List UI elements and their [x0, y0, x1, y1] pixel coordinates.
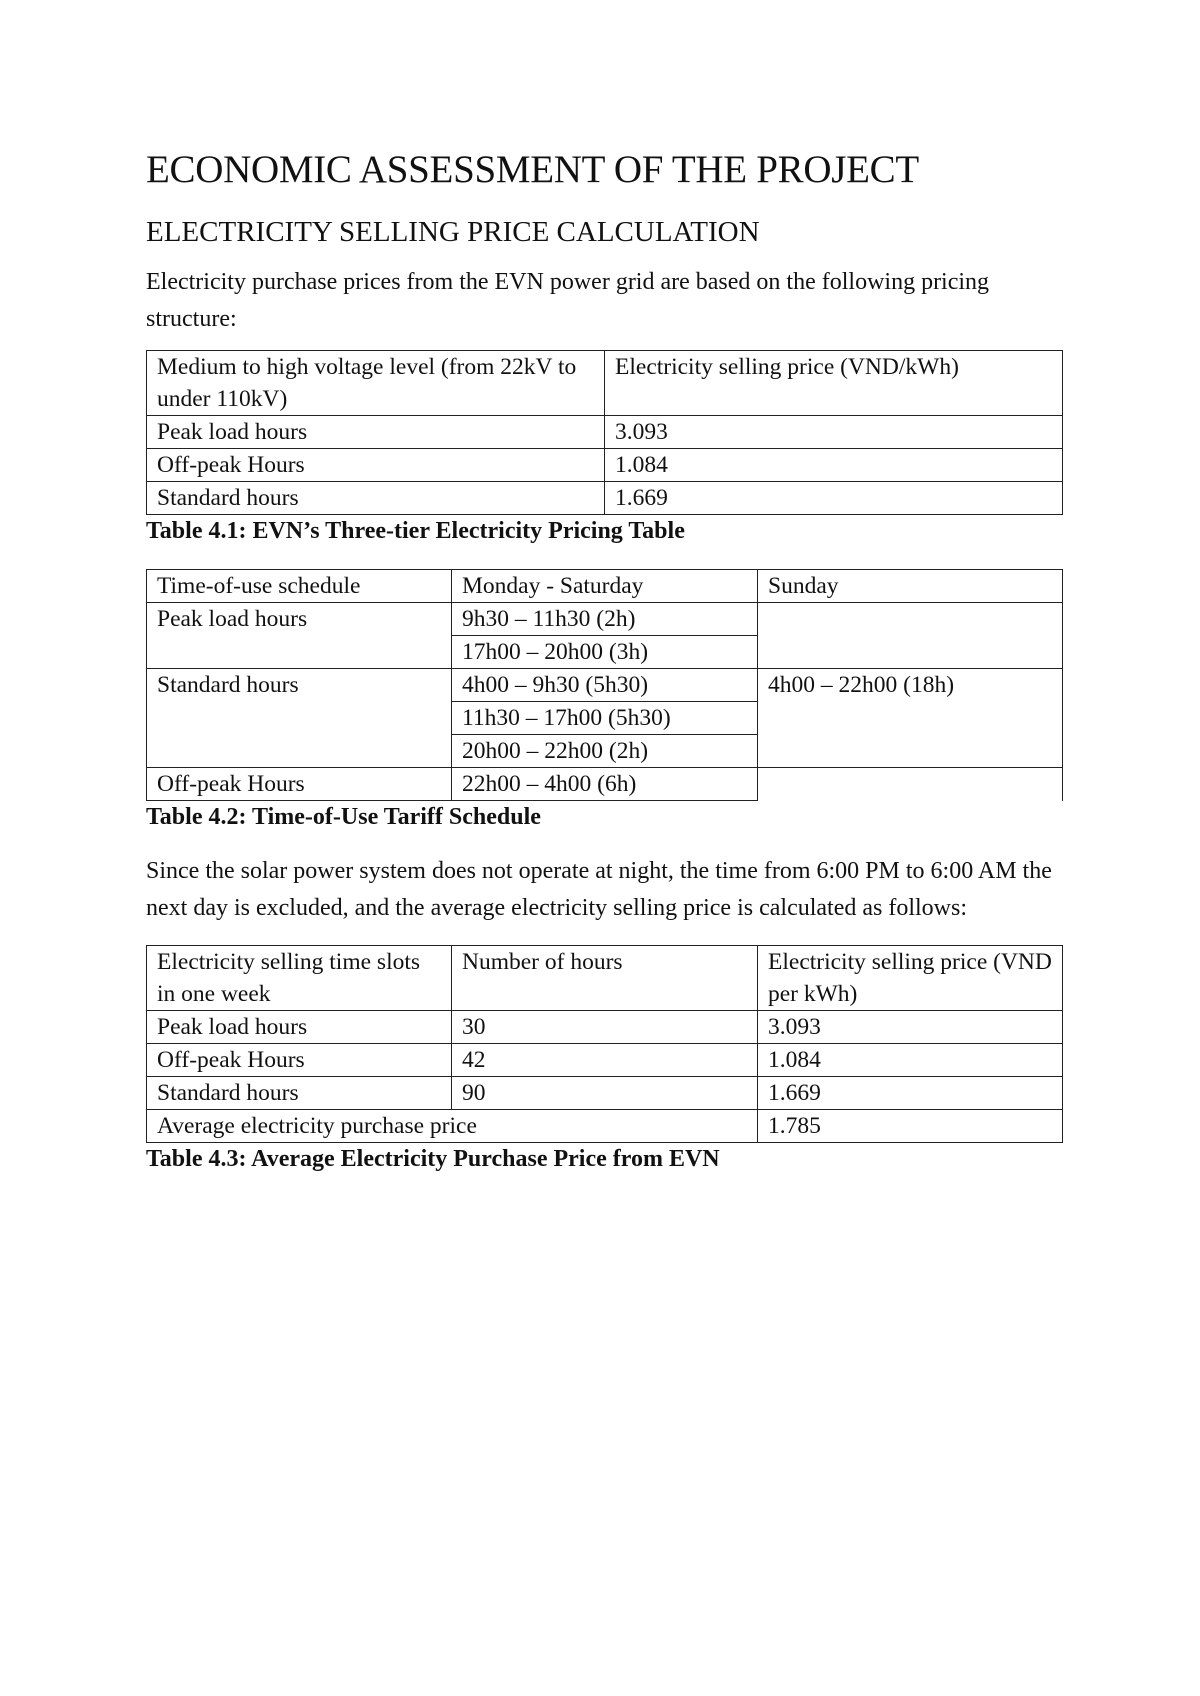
table-caption: Table 4.2: Time-of-Use Tariff Schedule: [146, 804, 541, 830]
table-header-cell: Electricity selling price (VND/kWh): [605, 351, 1063, 416]
table-cell: 30: [452, 1011, 758, 1044]
table-cell: Standard hours: [147, 482, 605, 515]
table-header-cell: Medium to high voltage level (from 22kV to under 110kV): [147, 351, 605, 416]
document-page: [146, 140, 1062, 1175]
table-header-cell: Electricity selling time slots in one week: [147, 946, 452, 1011]
table-row: [147, 449, 1063, 482]
table-cell-empty: [758, 768, 1063, 801]
table-cell: 90: [452, 1077, 758, 1110]
page-title: ECONOMIC ASSESSMENT OF THE PROJECT: [146, 148, 919, 191]
table-cell: 1.084: [605, 449, 1063, 482]
table-row: [147, 1077, 1063, 1110]
table-cell: 11h30 – 17h00 (5h30): [452, 702, 758, 735]
table-cell: Standard hours: [147, 1077, 452, 1110]
pricing-table: [146, 350, 1063, 515]
table-caption: Table 4.1: EVN’s Three-tier Electricity Pricing Table: [146, 518, 685, 544]
table-cell: Peak load hours: [147, 603, 452, 669]
table-header-row: [147, 946, 1063, 1011]
table-cell: 1.084: [758, 1044, 1063, 1077]
table-cell: 4h00 – 22h00 (18h): [758, 669, 1063, 768]
table-header-cell: Sunday: [758, 570, 1063, 603]
table-header-cell: Time-of-use schedule: [147, 570, 452, 603]
table-cell-empty: [758, 603, 1063, 669]
body-paragraph: Since the solar power system does not operate at night, the time from 6:00 PM to 6:00 AM the next day is excluded, and the average electricity selling price is calculated as follows:: [146, 858, 1052, 921]
table-cell: 1.785: [758, 1110, 1063, 1143]
table-cell: 42: [452, 1044, 758, 1077]
table-cell: 1.669: [758, 1077, 1063, 1110]
table-caption: Table 4.3: Average Electricity Purchase Price from EVN: [146, 1146, 720, 1172]
table-cell: 1.669: [605, 482, 1063, 515]
table-row: [147, 1110, 1063, 1143]
table-row: [147, 1011, 1063, 1044]
table-cell: 20h00 – 22h00 (2h): [452, 735, 758, 768]
table-row: [147, 669, 1063, 702]
intro-paragraph: Electricity purchase prices from the EVN power grid are based on the following pricing structure:: [146, 269, 990, 332]
table-header-cell: Number of hours: [452, 946, 758, 1011]
tariff-schedule-table: [146, 569, 1063, 801]
table-cell: Off-peak Hours: [147, 1044, 452, 1077]
table-cell: 3.093: [758, 1011, 1063, 1044]
table-header-cell: Monday - Saturday: [452, 570, 758, 603]
table-header-row: [147, 570, 1063, 603]
table-cell: 17h00 – 20h00 (3h): [452, 636, 758, 669]
average-price-table: [146, 945, 1063, 1143]
table-cell: 22h00 – 4h00 (6h): [452, 768, 758, 801]
section-heading: ELECTRICITY SELLING PRICE CALCULATION: [146, 216, 760, 248]
table-cell: Standard hours: [147, 669, 452, 768]
table-row: [147, 1044, 1063, 1077]
table-cell: 3.093: [605, 416, 1063, 449]
table-header-cell: Electricity selling price (VND per kWh): [758, 946, 1063, 1011]
table-cell: 4h00 – 9h30 (5h30): [452, 669, 758, 702]
table-cell: 9h30 – 11h30 (2h): [452, 603, 758, 636]
table-row: [147, 768, 1063, 801]
table-row: [147, 416, 1063, 449]
table-header-row: [147, 351, 1063, 416]
table-cell: Average electricity purchase price: [147, 1110, 758, 1143]
table-row: [147, 603, 1063, 636]
table-row: [147, 482, 1063, 515]
table-cell: Off-peak Hours: [147, 449, 605, 482]
table-cell: Off-peak Hours: [147, 768, 452, 801]
table-cell: Peak load hours: [147, 1011, 452, 1044]
table-cell: Peak load hours: [147, 416, 605, 449]
